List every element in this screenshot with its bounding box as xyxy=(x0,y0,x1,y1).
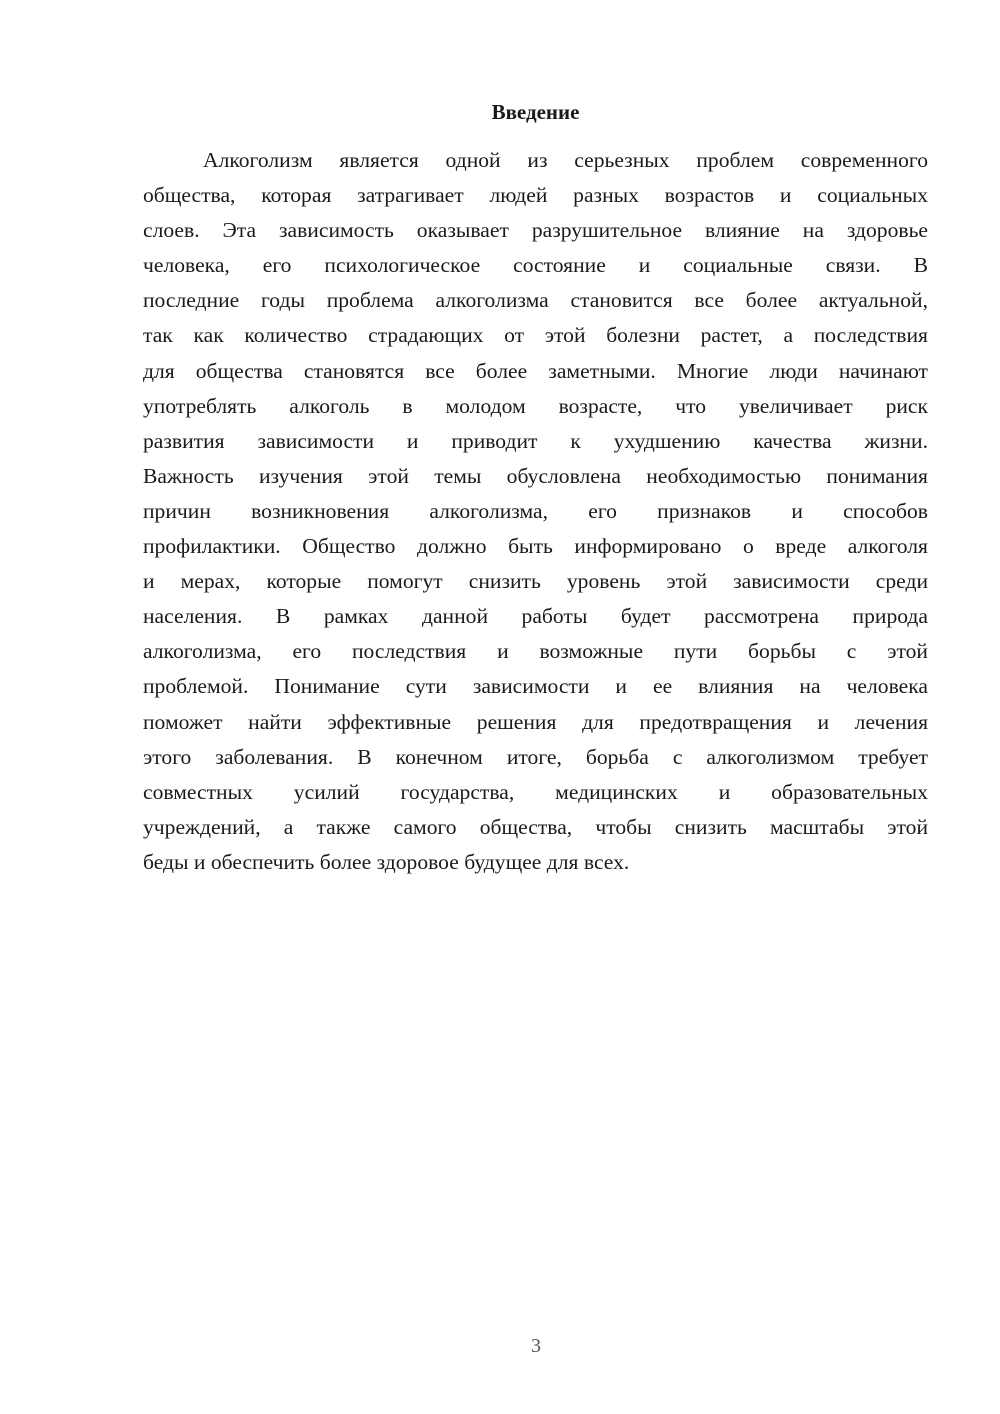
paragraph-line: поможет найти эффективные решения для предотвращения и лечения xyxy=(143,709,928,734)
paragraph-line: последние годы проблема алкоголизма становится все более актуальной, xyxy=(143,288,928,313)
paragraph-line: алкоголизма, его последствия и возможные пути борьбы с этой xyxy=(143,639,928,664)
body-paragraph xyxy=(143,143,928,880)
paragraph-line: причин возникновения алкоголизма, его признаков и способов xyxy=(143,498,928,523)
paragraph-line: профилактики. Общество должно быть информировано о вреде алкоголя xyxy=(143,534,928,559)
paragraph-line: Алкоголизм является одной из серьезных проблем современного xyxy=(203,148,928,172)
paragraph-line: и мерах, которые помогут снизить уровень этой зависимости среди xyxy=(143,569,928,594)
paragraph-line: для общества становятся все более заметными. Многие люди начинают xyxy=(143,358,928,383)
paragraph-line: этого заболевания. В конечном итоге, борьба с алкоголизмом требует xyxy=(143,744,928,769)
paragraph-line: беды и обеспечить более здоровое будущее для всех. xyxy=(143,849,630,874)
section-heading: Введение xyxy=(491,100,580,124)
paragraph-line: развития зависимости и приводит к ухудшению качества жизни. xyxy=(143,428,928,453)
paragraph-line: употреблять алкоголь в молодом возрасте, что увеличивает риск xyxy=(143,393,928,418)
paragraph-line: учреждений, а также самого общества, чтобы снизить масштабы этой xyxy=(143,814,928,839)
paragraph-line: общества, которая затрагивает людей разных возрастов и социальных xyxy=(143,183,928,208)
paragraph-line: человека, его психологическое состояние и социальные связи. В xyxy=(143,253,928,278)
paragraph-line: Важность изучения этой темы обусловлена необходимостью понимания xyxy=(143,463,928,488)
paragraph-line: так как количество страдающих от этой болезни растет, а последствия xyxy=(143,323,928,348)
paragraph-line: слоев. Эта зависимость оказывает разрушительное влияние на здоровье xyxy=(143,218,928,243)
page-number: 3 xyxy=(531,1335,541,1357)
paragraph-line: проблемой. Понимание сути зависимости и ее влияния на человека xyxy=(143,674,928,699)
paragraph-line: совместных усилий государства, медицинских и образовательных xyxy=(143,779,928,804)
paragraph-line: населения. В рамках данной работы будет рассмотрена природа xyxy=(143,604,928,629)
